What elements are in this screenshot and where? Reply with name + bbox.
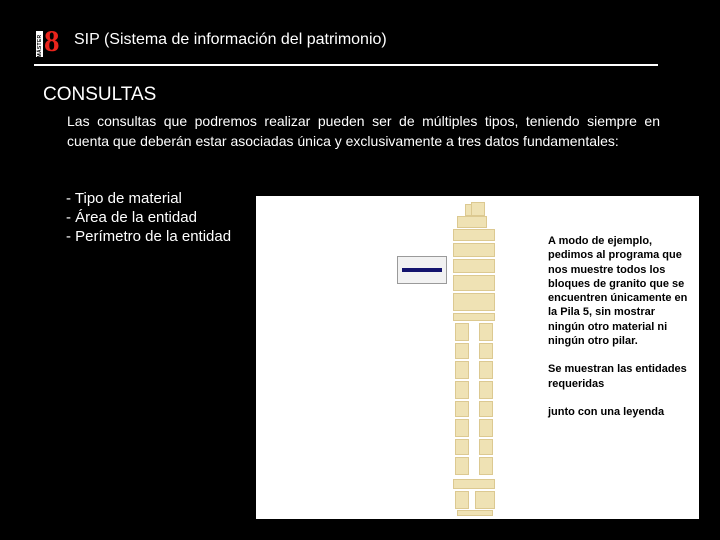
granite-block [479, 457, 493, 475]
logo-bar [36, 31, 43, 57]
granite-block [453, 293, 495, 311]
section-title: CONSULTAS [43, 84, 157, 105]
granite-block [455, 419, 469, 437]
granite-block [457, 510, 493, 516]
granite-block [475, 491, 495, 509]
header-title: SIP (Sistema de información del patrimonio) [74, 31, 387, 48]
legend-line [402, 268, 442, 272]
granite-block [453, 479, 495, 489]
granite-block [453, 313, 495, 321]
granite-block [479, 439, 493, 455]
granite-block [453, 275, 495, 291]
granite-block [479, 361, 493, 379]
pile-drawing [449, 196, 499, 519]
granite-block [455, 343, 469, 359]
logo-digit: 8 [44, 23, 60, 58]
granite-block [479, 323, 493, 341]
bullet-item: - Perímetro de la entidad [66, 228, 232, 245]
granite-block [479, 419, 493, 437]
figure-panel [256, 196, 699, 519]
granite-block [455, 381, 469, 399]
granite-block [479, 343, 493, 359]
granite-block [453, 259, 495, 273]
logo-bar-text: MÁSTER [37, 34, 43, 58]
intro-paragraph: Las consultas que podremos realizar pueden ser de múltiples tipos, teniendo siempre en cuenta que deberán estar asociadas única y exclusivamente a tres datos fundamentales: [67, 113, 660, 149]
granite-block [457, 216, 487, 228]
bullet-item: - Tipo de material [66, 190, 182, 207]
granite-block [455, 401, 469, 417]
granite-block [453, 243, 495, 257]
granite-block [455, 439, 469, 455]
granite-block [453, 229, 495, 241]
header-divider [34, 64, 658, 66]
caption-paragraph: Se muestran las entidades requeridas [548, 363, 687, 390]
granite-block [455, 361, 469, 379]
logo [36, 23, 68, 59]
granite-block [479, 381, 493, 399]
bullet-item: - Área de la entidad [66, 209, 197, 226]
caption-paragraph: junto con una leyenda [548, 405, 665, 418]
granite-block [455, 457, 469, 475]
granite-block [455, 491, 469, 509]
caption-paragraph: A modo de ejemplo, pedimos al programa que nos muestre todos los bloques de granito que se encuentren únicamente en la Pila 5, sin mostrar ningún otro material ni ningún otro pilar. [548, 235, 688, 348]
bullet-list [66, 189, 231, 246]
granite-block [455, 323, 469, 341]
legend-swatch [397, 256, 447, 284]
panel-caption [548, 234, 694, 433]
granite-block [471, 202, 485, 216]
granite-block [479, 401, 493, 417]
